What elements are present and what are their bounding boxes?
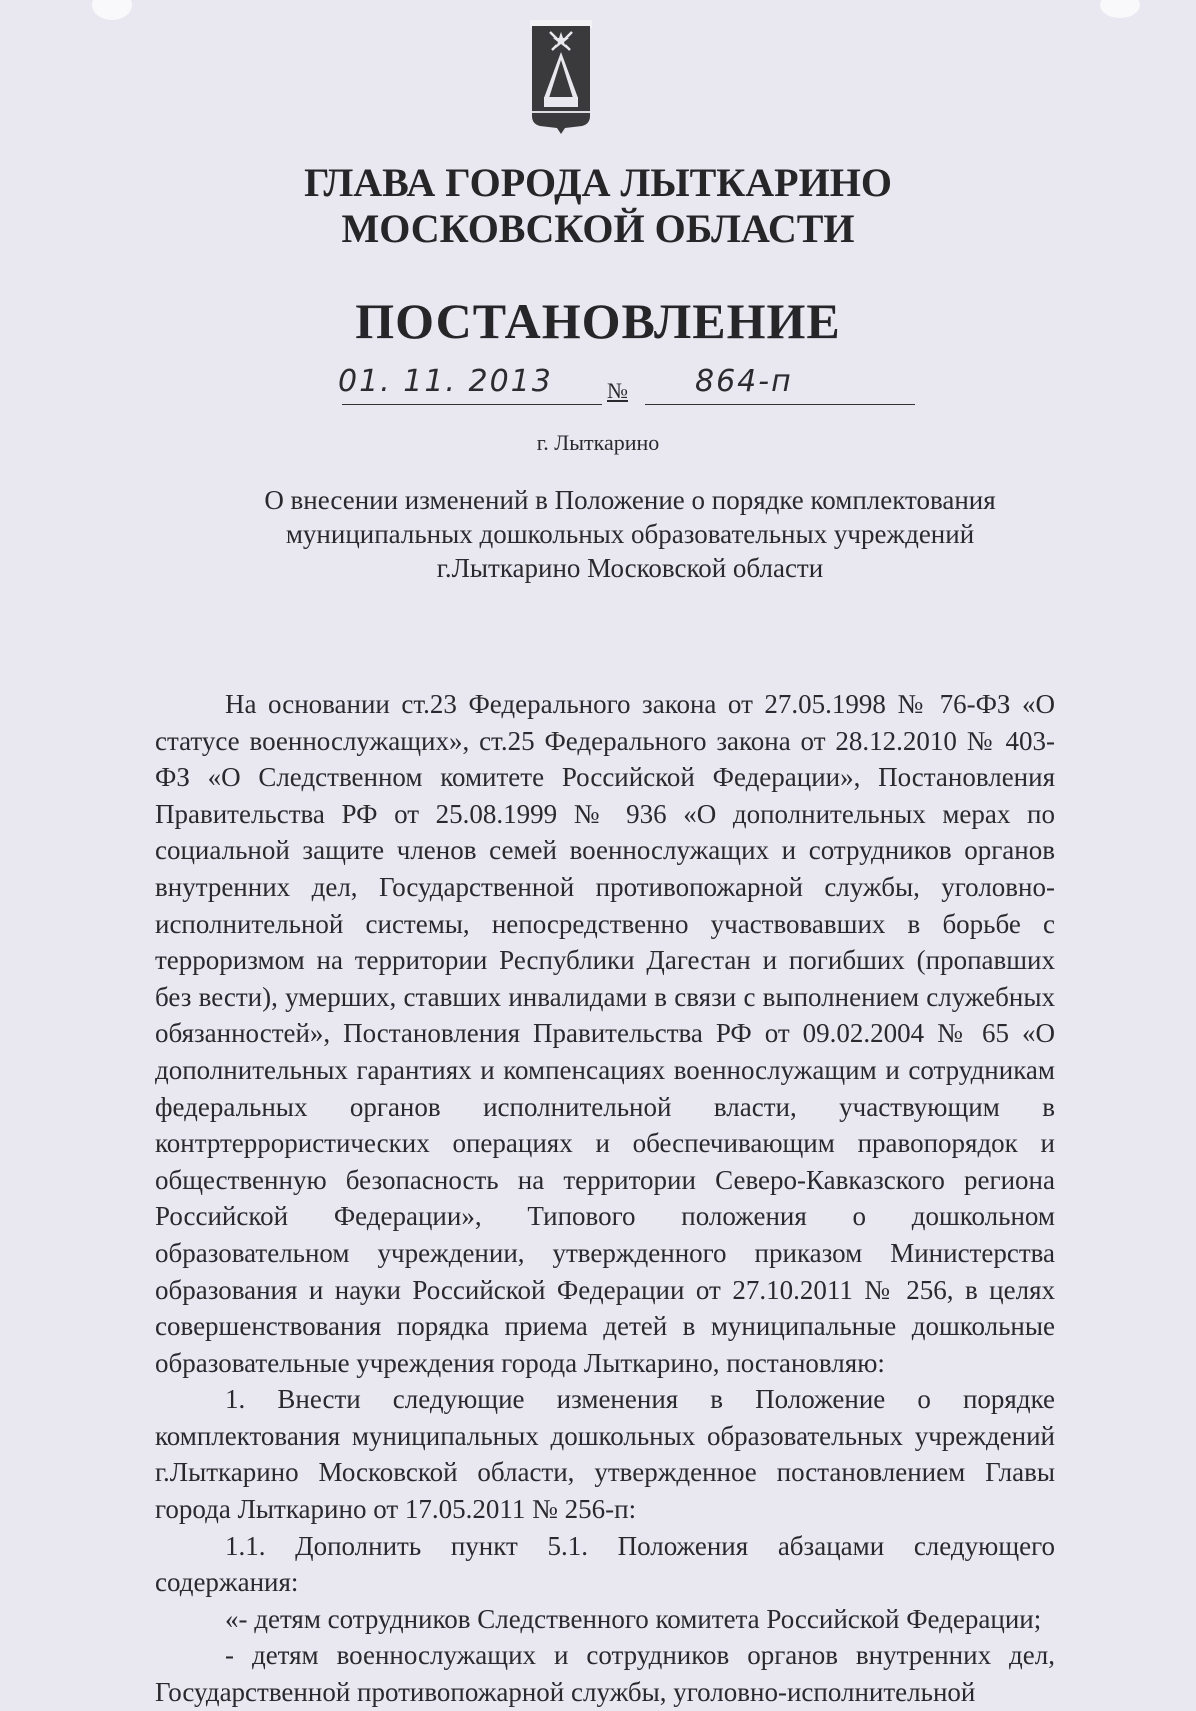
document-subject <box>200 483 1060 585</box>
subject-line: О внесении изменений в Положение о порядке комплектования <box>264 485 996 515</box>
list-item: - детям военнослужащих и сотрудников органов внутренних дел, Государственной противопожарной службы, уголовно-исполнительной <box>155 1640 1055 1708</box>
scan-artifact <box>92 0 132 20</box>
date-number-line <box>300 362 920 412</box>
document-city: г. Лыткарино <box>536 430 660 455</box>
clause-1-1: 1.1. Дополнить пункт 5.1. Положения абзацами следующего содержания: <box>155 1530 1055 1598</box>
document-body <box>155 686 1055 1711</box>
document-title: ПОСТАНОВЛЕНИЕ <box>355 293 841 349</box>
list-item: «- детям сотрудников Следственного комитета Российской Федерации; <box>225 1603 1042 1634</box>
clause-1: 1. Внести следующие изменения в Положение о порядке комплектования муниципальных дошкольных образовательных учреждений г.Лыткарино Московской области, утвержденное постановлением Главы города Лыткарино от 17.05.2011 № 256-п: <box>155 1384 1055 1525</box>
issuer-heading-line1: ГЛАВА ГОРОДА ЛЫТКАРИНО <box>304 160 892 205</box>
document-date: 01. 11. 2013 <box>338 364 553 399</box>
subject-line: г.Лыткарино Московской области <box>436 553 824 583</box>
scan-artifact <box>1100 0 1140 18</box>
city-coat-of-arms-icon <box>530 18 592 136</box>
issuer-heading-line2: МОСКОВСКОЙ ОБЛАСТИ <box>341 206 855 251</box>
subject-line: муниципальных дошкольных образовательных учреждений <box>285 519 975 549</box>
date-underline <box>342 404 602 405</box>
number-sign: № <box>607 378 628 403</box>
preamble-paragraph: На основании ст.23 Федерального закона от 27.05.1998 № 76-ФЗ «О статусе военнослужащих», ст.25 Федерального закона от 28.12.2010 № 403-ФЗ «О Следственном комитете Российской Федерации», Постановления Правительства РФ от 25.08.1999 № 936 «О дополнительных мерах по социальной защите членов семей военнослужащих и сотрудников органов внутренних дел, Государственной противопожарной службы, уголовно-исполнительной системы, непосредственно участвовавших в борьбе с терроризмом на территории Республики Дагестан и погибших (пропавших без вести), умерших, ставших инвалидами в связи с выполнением служебных обязанностей», Постановления Правительства РФ от 09.02.2004 № 65 «О дополнительных гарантиях и компенсациях военнослужащим и сотрудникам федеральных органов исполнительной власти, участвующим в контртеррористических операциях и обеспечивающим правопорядок и общественную безопасность на территории Северо-Кавказского региона Российской Федерации», Типового положения о дошкольном образовательном учреждении, утвержденного приказом Министерства образования и науки Российской Федерации от 27.10.2011 № 256, в целях совершенствования порядка приема детей в муниципальные дошкольные образовательные учреждения города Лыткарино, постановляю: <box>155 689 1055 1378</box>
number-underline <box>645 404 915 405</box>
document-number: 864-п <box>695 364 793 399</box>
